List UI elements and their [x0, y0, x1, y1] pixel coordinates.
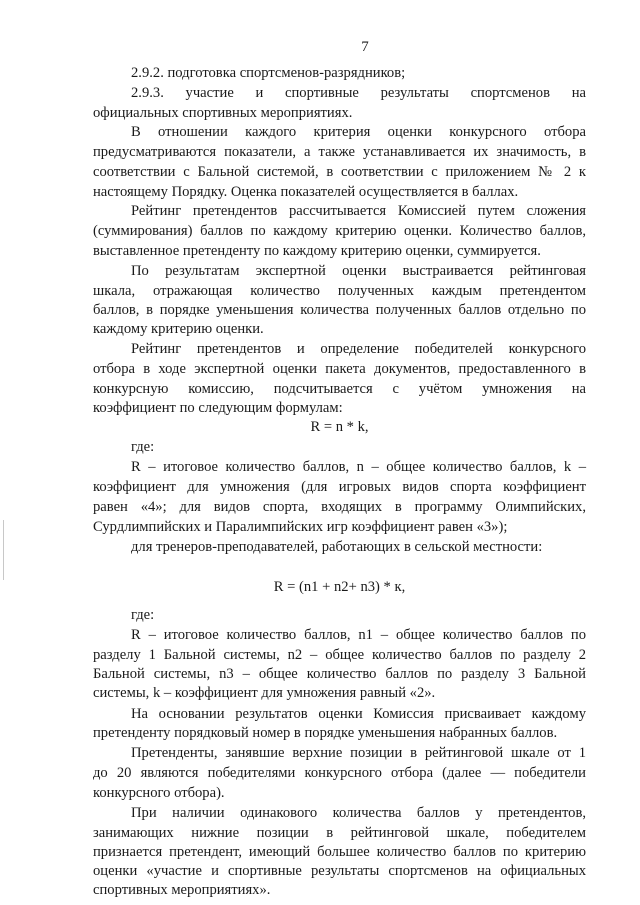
text-line: спортивных мероприятиях». — [93, 882, 271, 898]
scan-margin-mark — [3, 520, 4, 580]
formula-1: R = n * k, — [310, 419, 369, 435]
page-number: 7 — [361, 39, 369, 55]
text-line: для тренеров-преподавателей, работающих в сельской местности: — [131, 539, 543, 555]
text-line: Претенденты, занявшие верхние позиции в рейтинговой шкале от 1 — [131, 745, 586, 761]
text-line: выставленное претенденту по каждому критерию оценки, суммируется. — [93, 243, 541, 259]
text-line: разделу 1 Бальной системы, n2 – общее количество баллов по разделу 2 — [93, 647, 586, 663]
text-line: R – итоговое количество баллов, n – общее количество баллов, k – — [131, 459, 586, 475]
text-line: системы, k – коэффициент для умножения равный «2». — [93, 685, 436, 701]
text-line: 2.9.3. участие и спортивные результаты спортсменов на — [131, 85, 586, 101]
text-line: шкала, отражающая количество полученных каждым претендентом — [93, 283, 586, 299]
text-line: Бальной системы, n3 – общее количество баллов по разделу 3 Бальной — [93, 666, 586, 682]
text-line: каждому критерию оценки. — [93, 321, 264, 337]
text-line: отбора в ходе экспертной оценки пакета документов, предоставленного в — [93, 361, 586, 377]
text-line: занимающих нижние позиции в рейтинговой шкале, победителем — [93, 825, 586, 841]
text-line: оценки «участие и спортивные результаты спортсменов на официальных — [93, 863, 586, 879]
text-line: где: — [131, 607, 155, 623]
text-line: конкурсного отбора). — [93, 785, 225, 801]
text-line: претенденту порядковый номер в порядке уменьшения набранных баллов. — [93, 725, 558, 741]
text-line: Рейтинг претендентов рассчитывается Комиссией путем сложения — [131, 203, 586, 219]
text-line: Сурдлимпийских и Паралимпийских игр коэффициент равен «3»); — [93, 519, 508, 535]
text-line: настоящему Порядку. Оценка показателей осуществляется в баллах. — [93, 184, 519, 200]
text-line: конкурсную комиссию, подсчитывается с учётом умножения на — [93, 381, 586, 397]
text-line: На основании результатов оценки Комиссия присваивает каждому — [131, 706, 586, 722]
text-line: соответствии с Бальной системой, в соответствии с приложением № 2 к — [93, 164, 586, 180]
text-line: коэффициент по следующим формулам: — [93, 400, 343, 416]
text-line: баллов, в порядке уменьшения количества полученных баллов отдельно по — [93, 302, 586, 318]
text-line: R – итоговое количество баллов, n1 – общее количество баллов по — [131, 627, 586, 643]
text-line: предусматриваются показатели, а также устанавливается их значимость, в — [93, 144, 586, 160]
text-line: признается претендент, имеющий большее количество баллов по критерию — [93, 844, 586, 860]
text-line: По результатам экспертной оценки выстраивается рейтинговая — [131, 263, 586, 279]
text-line: 2.9.2. подготовка спортсменов-разрядников; — [131, 65, 406, 81]
text-line: (суммирования) баллов по каждому критерию оценки. Количество баллов, — [93, 223, 586, 239]
text-line: Рейтинг претендентов и определение победителей конкурсного — [131, 341, 586, 357]
text-line: где: — [131, 439, 155, 455]
text-line: В отношении каждого критерия оценки конкурсного отбора — [131, 124, 586, 140]
text-line: При наличии одинакового количества баллов у претендентов, — [131, 805, 586, 821]
text-line: до 20 являются победителями конкурсного отбора (далее — победители — [93, 765, 586, 781]
text-line: равен «4»; для видов спорта, входящих в программу Олимпийских, — [93, 499, 586, 515]
text-line: коэффициент для умножения (для игровых видов спорта коэффициент — [93, 479, 586, 495]
text-line: официальных спортивных мероприятиях. — [93, 105, 353, 121]
formula-2: R = (n1 + n2+ n3) * к, — [273, 579, 406, 595]
